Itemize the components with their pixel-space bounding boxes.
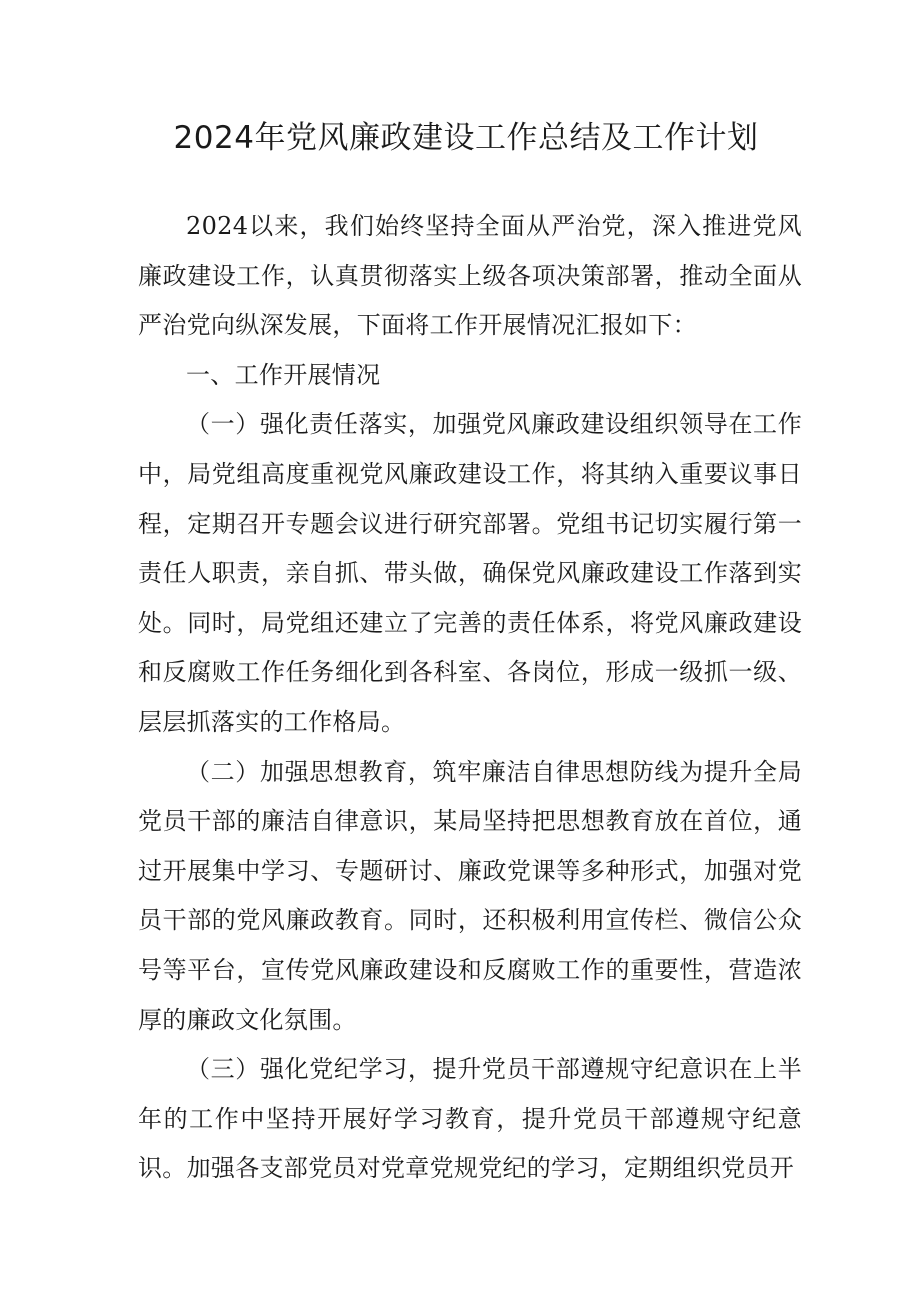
paragraph-education: （二）加强思想教育，筑牢廉洁自律思想防线为提升全局党员干部的廉洁自律意识，某局坚持把思想教育放在首位，通过开展集中学习、专题研讨、廉政党课等多种形式，加强对党员干部的党风廉政教育。同时，还积极利用宣传栏、微信公众号等平台，宣传党风廉政建设和反腐败工作的重要性，营造浓厚的廉政文化氛围。	[138, 757, 802, 1034]
document-title: 2024年党风廉政建设工作总结及工作计划	[173, 120, 759, 156]
document-body	[138, 202, 802, 1194]
paragraph-responsibility: （一）强化责任落实，加强党风廉政建设组织领导在工作中，局党组高度重视党风廉政建设工作，将其纳入重要议事日程，定期召开专题会议进行研究部署。党组书记切实履行第一责任人职责，亲自抓、带头做，确保党风廉政建设工作落到实处。同时，局党组还建立了完善的责任体系，将党风廉政建设和反腐败工作任务细化到各科室、各岗位，形成一级抓一级、层层抓落实的工作格局。	[138, 410, 802, 736]
intro-paragraph: 2024以来，我们始终坚持全面从严治党，深入推进党风廉政建设工作，认真贯彻落实上级各项决策部署，推动全面从严治党向纵深发展，下面将工作开展情况汇报如下：	[138, 212, 802, 340]
section-heading: 一、工作开展情况	[186, 360, 381, 389]
paragraph-discipline: （三）强化党纪学习，提升党员干部遵规守纪意识在上半年的工作中坚持开展好学习教育，提升党员干部遵规守纪意识。加强各支部党员对党章党规党纪的学习，定期组织党员开	[138, 1055, 802, 1183]
